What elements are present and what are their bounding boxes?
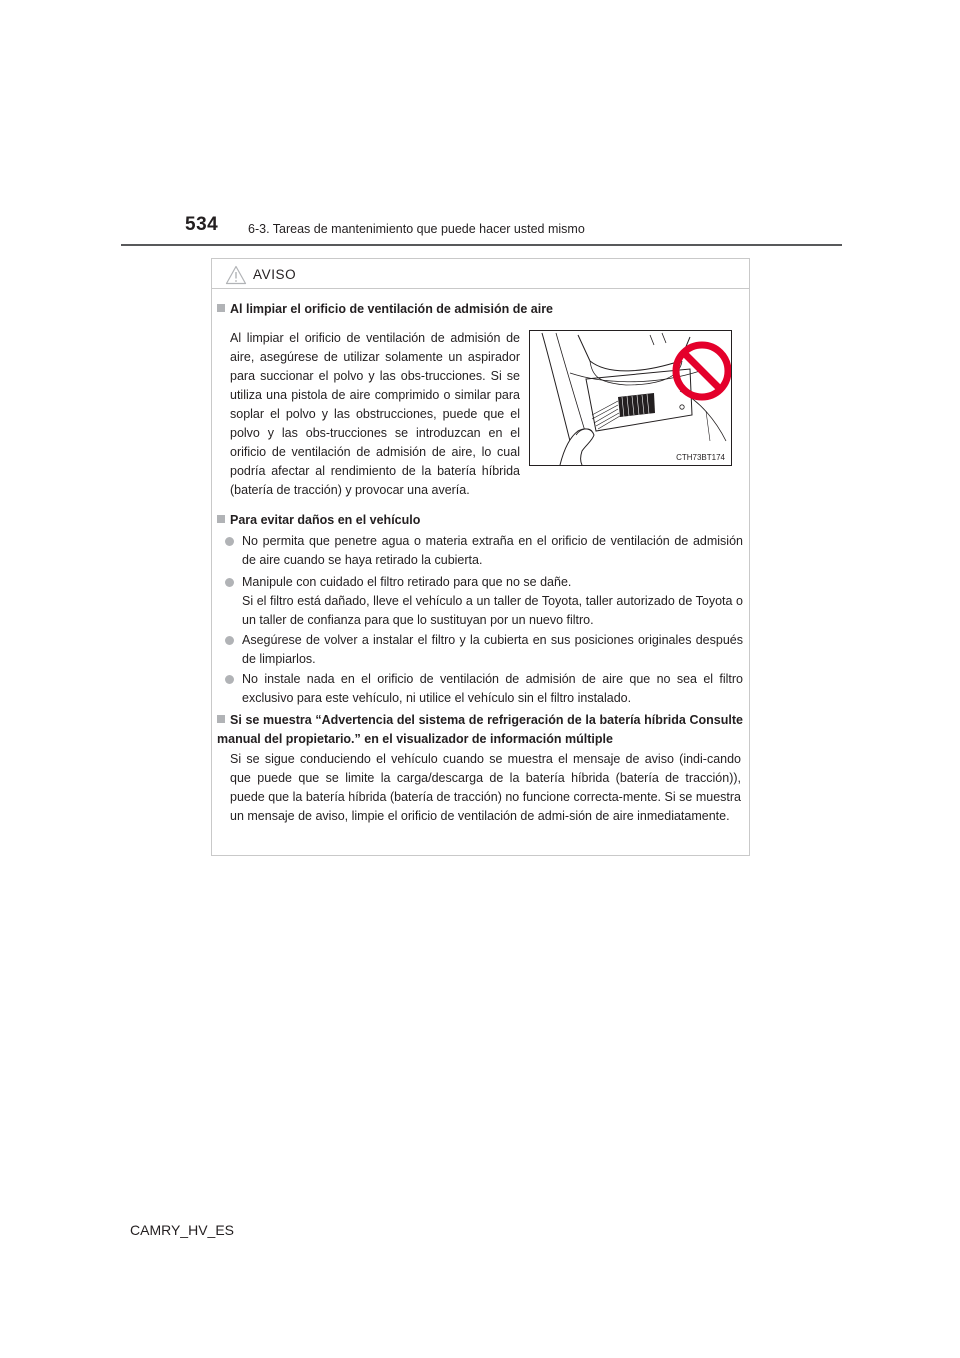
- warning-triangle-icon: [225, 265, 247, 290]
- bullet-dot-icon: [225, 636, 234, 645]
- bullet-continuation: Si el filtro está dañado, lleve el vehículo a un taller de Toyota, taller autorizado de Toyota o un taller de confianza para que lo sustituyan por un nuevo filtro.: [242, 594, 743, 627]
- bullet-dot-icon: [225, 537, 234, 546]
- illustration-code: CTH73BT174: [676, 453, 725, 462]
- section-heading-cooling-warning: [217, 711, 743, 749]
- vacuum-cleaning-illustration: [529, 330, 732, 466]
- bullet-item: [242, 573, 743, 592]
- footer-doc-code: CAMRY_HV_ES: [130, 1222, 235, 1238]
- bullet-text: No instale nada en el orificio de ventilación de admisión de aire que no sea el filtro exclusivo para este vehículo, ni utilice el vehículo sin el filtro instalado.: [242, 672, 743, 705]
- header-rule: [121, 244, 842, 246]
- warning-title: AVISO: [253, 267, 297, 282]
- section-heading-avoid-damage: [217, 511, 743, 530]
- section-heading-text: Si se muestra “Advertencia del sistema de refrigeración de la batería híbrida Consulte manual del propietario.” en el visualizador de información múltiple: [217, 713, 743, 746]
- bullet-item: [242, 532, 743, 570]
- page-number: 534: [185, 214, 219, 235]
- section-heading-intake-cleaning: [217, 300, 743, 319]
- heading-square-icon: [217, 715, 225, 723]
- heading-square-icon: [217, 304, 225, 312]
- section-heading-text: Al limpiar el orificio de ventilación de admisión de aire: [230, 302, 554, 316]
- warning-header: [212, 259, 749, 289]
- bullet-dot-icon: [225, 675, 234, 684]
- section-paragraph-intake-cleaning: Al limpiar el orificio de ventilación de admisión de aire, asegúrese de utilizar solamente un aspirador para succionar el polvo y las obs-trucciones. Si se utiliza una pistola de aire comprimido o similar para soplar el polvo y las obstrucciones, puede que el polvo y las obs-trucciones se introduzcan en el orificio de ventilación de admisión de aire, lo cual podría afectar al rendimiento de la batería híbrida (batería de tracción) y provocar una avería.: [230, 331, 520, 497]
- bullet-text: Asegúrese de volver a instalar el filtro y la cubierta en sus posiciones originales después de limpiarlos.: [242, 633, 743, 666]
- section-heading-text: Para evitar daños en el vehículo: [230, 513, 421, 527]
- bullet-text: No permita que penetre agua o materia extraña en el orificio de ventilación de admisión de aire cuando se haya retirado la cubierta.: [242, 534, 743, 567]
- bullet-item: [242, 670, 743, 708]
- bullet-item: [242, 631, 743, 669]
- bullet-text: Manipule con cuidado el filtro retirado para que no se dañe.: [242, 575, 572, 589]
- section-title: 6-3. Tareas de mantenimiento que puede hacer usted mismo: [248, 222, 585, 236]
- bullet-dot-icon: [225, 578, 234, 587]
- heading-square-icon: [217, 515, 225, 523]
- section-paragraph-cooling-warning: Si se sigue conduciendo el vehículo cuando se muestra el mensaje de aviso (indi-cando que puede que se limite la carga/descarga de la batería híbrida (batería de tracción)), puede que la batería híbrida (batería de tracción) no funcione correcta-mente. Si se muestra un mensaje de aviso, limpie el orificio de ventilación de admi-sión de aire inmediatamente.: [230, 752, 741, 823]
